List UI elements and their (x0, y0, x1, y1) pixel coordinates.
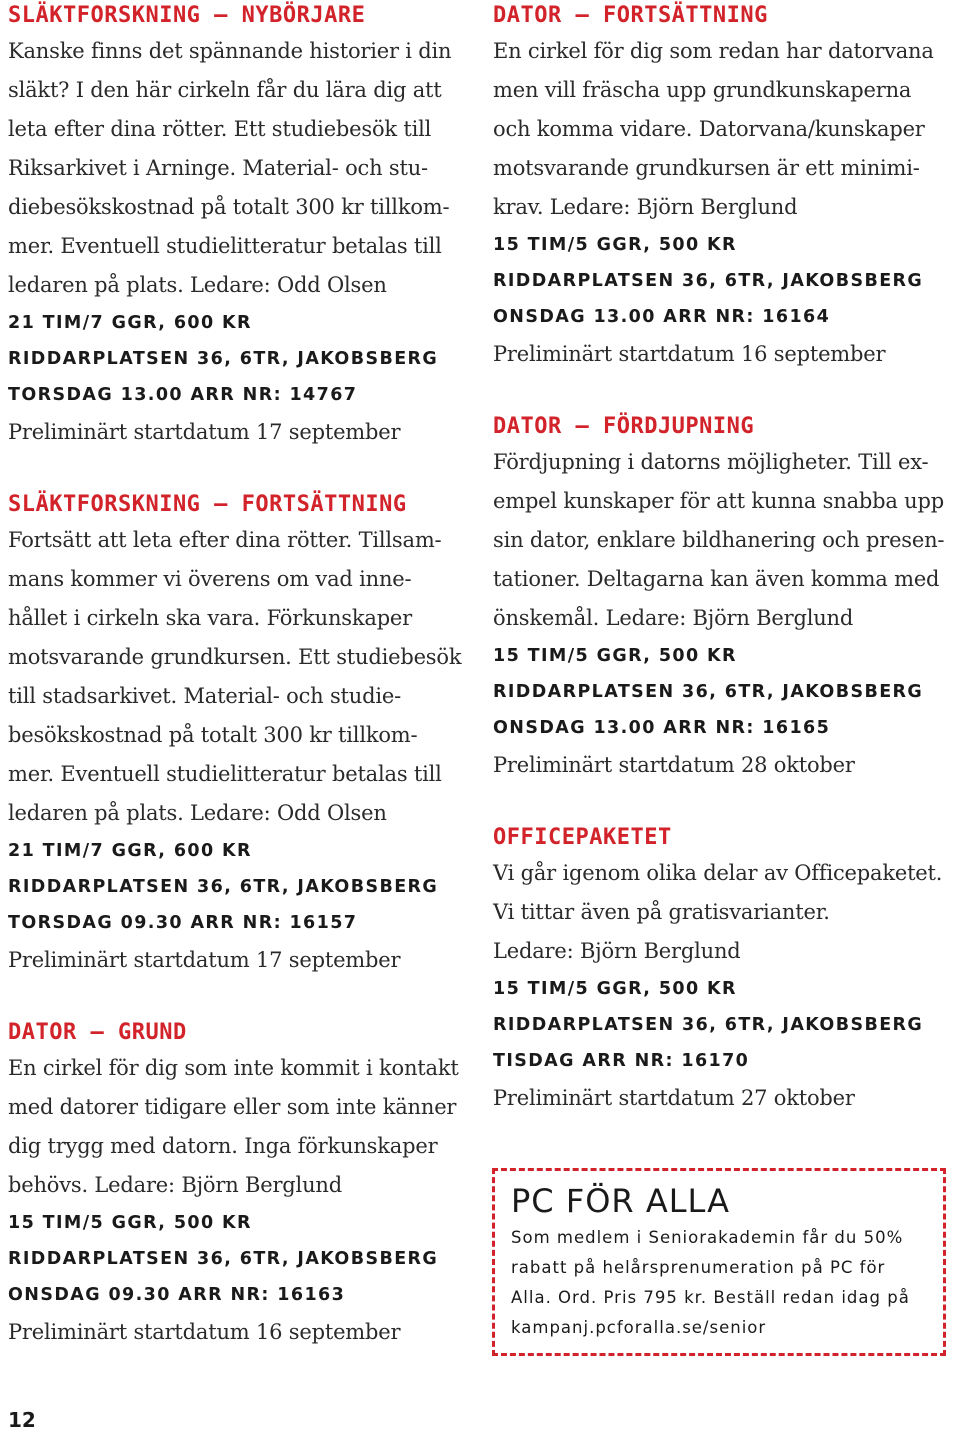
course-description: Kanske finns det spännande historier i din släkt? I den här cirkeln får du lära dig att leta efter dina rötter. Ett studiebesök till Riksarkivet i Arninge. Material- och stu- diebesökskostnad på totalt 300 kr tillkom- mer. Eventuell studielitteratur betalas till ledaren på plats. Ledare: Odd Olsen (8, 39, 452, 297)
section-spacer (493, 785, 953, 822)
course-hours-price: 21 TIM/7 GGR, 600 KR (8, 313, 252, 333)
section-spacer (8, 980, 468, 1017)
course-dator-fortsattning (493, 0, 953, 374)
course-schedule: TORSDAG 09.30 ARR NR: 16157 (8, 913, 358, 933)
course-location: RIDDARPLATSEN 36, 6TR, JAKOBSBERG (493, 271, 924, 291)
section-spacer (8, 452, 468, 489)
course-dator-grund (8, 1017, 468, 1352)
course-hours-price: 15 TIM/5 GGR, 500 KR (493, 646, 737, 666)
course-hours-price: 21 TIM/7 GGR, 600 KR (8, 841, 252, 861)
course-heading: DATOR – FÖRDJUPNING (493, 414, 755, 439)
course-description: En cirkel för dig som redan har datorvana men vill fräscha upp grundkunskaperna och komma vidare. Datorvana/kunskaper motsvarande grundkursen är ett minimi- krav. Ledare: Björn Berglund (493, 39, 934, 219)
course-start-date: Preliminärt startdatum 17 september (8, 420, 401, 444)
course-start-date: Preliminärt startdatum 16 september (8, 1320, 401, 1344)
course-heading: DATOR – GRUND (8, 1020, 187, 1045)
course-location: RIDDARPLATSEN 36, 6TR, JAKOBSBERG (493, 1015, 924, 1035)
course-description: Fortsätt att leta efter dina rötter. Tillsam- mans kommer vi överens om vad inne- hållet i cirkeln ska vara. Förkunskaper motsvarande grundkursen. Ett studiebesök till stadsarkivet. Material- och studie- besökskostnad på totalt 300 kr tillkom- mer. Eventuell studielitteratur betalas till ledaren på plats. Ledare: Odd Olsen (8, 528, 462, 825)
course-heading: SLÄKTFORSKNING – FORTSÄTTNING (8, 492, 407, 517)
left-column (8, 0, 468, 1352)
course-schedule: ONSDAG 09.30 ARR NR: 16163 (8, 1285, 346, 1305)
course-hours-price: 15 TIM/5 GGR, 500 KR (8, 1213, 252, 1233)
course-schedule: ONSDAG 13.00 ARR NR: 16164 (493, 307, 831, 327)
course-schedule: TISDAG ARR NR: 16170 (493, 1051, 750, 1071)
course-schedule: TORSDAG 13.00 ARR NR: 14767 (8, 385, 358, 405)
page-number: 12 (8, 1408, 36, 1432)
course-slaktforskning-nyborjare (8, 0, 468, 452)
course-description: Fördjupning i datorns möjligheter. Till ex- empel kunskaper för att kunna snabba upp sin dator, enklare bildhanering och presen- tationer. Deltagarna kan även komma med önskemål. Ledare: Björn Berglund (493, 450, 945, 630)
course-start-date: Preliminärt startdatum 27 oktober (493, 1086, 855, 1110)
promo-text: Som medlem i Seniorakademin får du 50% rabatt på helårsprenumeration på PC för Alla. Ord. Pris 795 kr. Beställ redan idag på kampanj.pcforalla.se/senior (511, 1228, 910, 1337)
course-officepaketet (493, 822, 953, 1118)
course-location: RIDDARPLATSEN 36, 6TR, JAKOBSBERG (8, 349, 439, 369)
course-heading: SLÄKTFORSKNING – NYBÖRJARE (8, 3, 366, 28)
course-heading: DATOR – FORTSÄTTNING (493, 3, 768, 28)
course-start-date: Preliminärt startdatum 16 september (493, 342, 886, 366)
promo-title: PC FÖR ALLA (511, 1182, 730, 1220)
course-start-date: Preliminärt startdatum 17 september (8, 948, 401, 972)
course-schedule: ONSDAG 13.00 ARR NR: 16165 (493, 718, 831, 738)
course-start-date: Preliminärt startdatum 28 oktober (493, 753, 855, 777)
promo-box-pc-for-alla (492, 1168, 946, 1356)
course-hours-price: 15 TIM/5 GGR, 500 KR (493, 979, 737, 999)
right-column (493, 0, 953, 1118)
course-description: En cirkel för dig som inte kommit i kontakt med datorer tidigare eller som inte känner dig trygg med datorn. Inga förkunskaper behövs. Ledare: Björn Berglund (8, 1056, 459, 1197)
course-hours-price: 15 TIM/5 GGR, 500 KR (493, 235, 737, 255)
section-spacer (493, 374, 953, 411)
course-description: Vi går igenom olika delar av Officepaketet. Vi tittar även på gratisvarianter. Ledare: Björn Berglund (493, 861, 943, 963)
course-dator-fordjupning (493, 411, 953, 785)
course-location: RIDDARPLATSEN 36, 6TR, JAKOBSBERG (493, 682, 924, 702)
course-location: RIDDARPLATSEN 36, 6TR, JAKOBSBERG (8, 1249, 439, 1269)
course-location: RIDDARPLATSEN 36, 6TR, JAKOBSBERG (8, 877, 439, 897)
course-slaktforskning-fortsattning (8, 489, 468, 980)
course-heading: OFFICEPAKETET (493, 825, 672, 850)
